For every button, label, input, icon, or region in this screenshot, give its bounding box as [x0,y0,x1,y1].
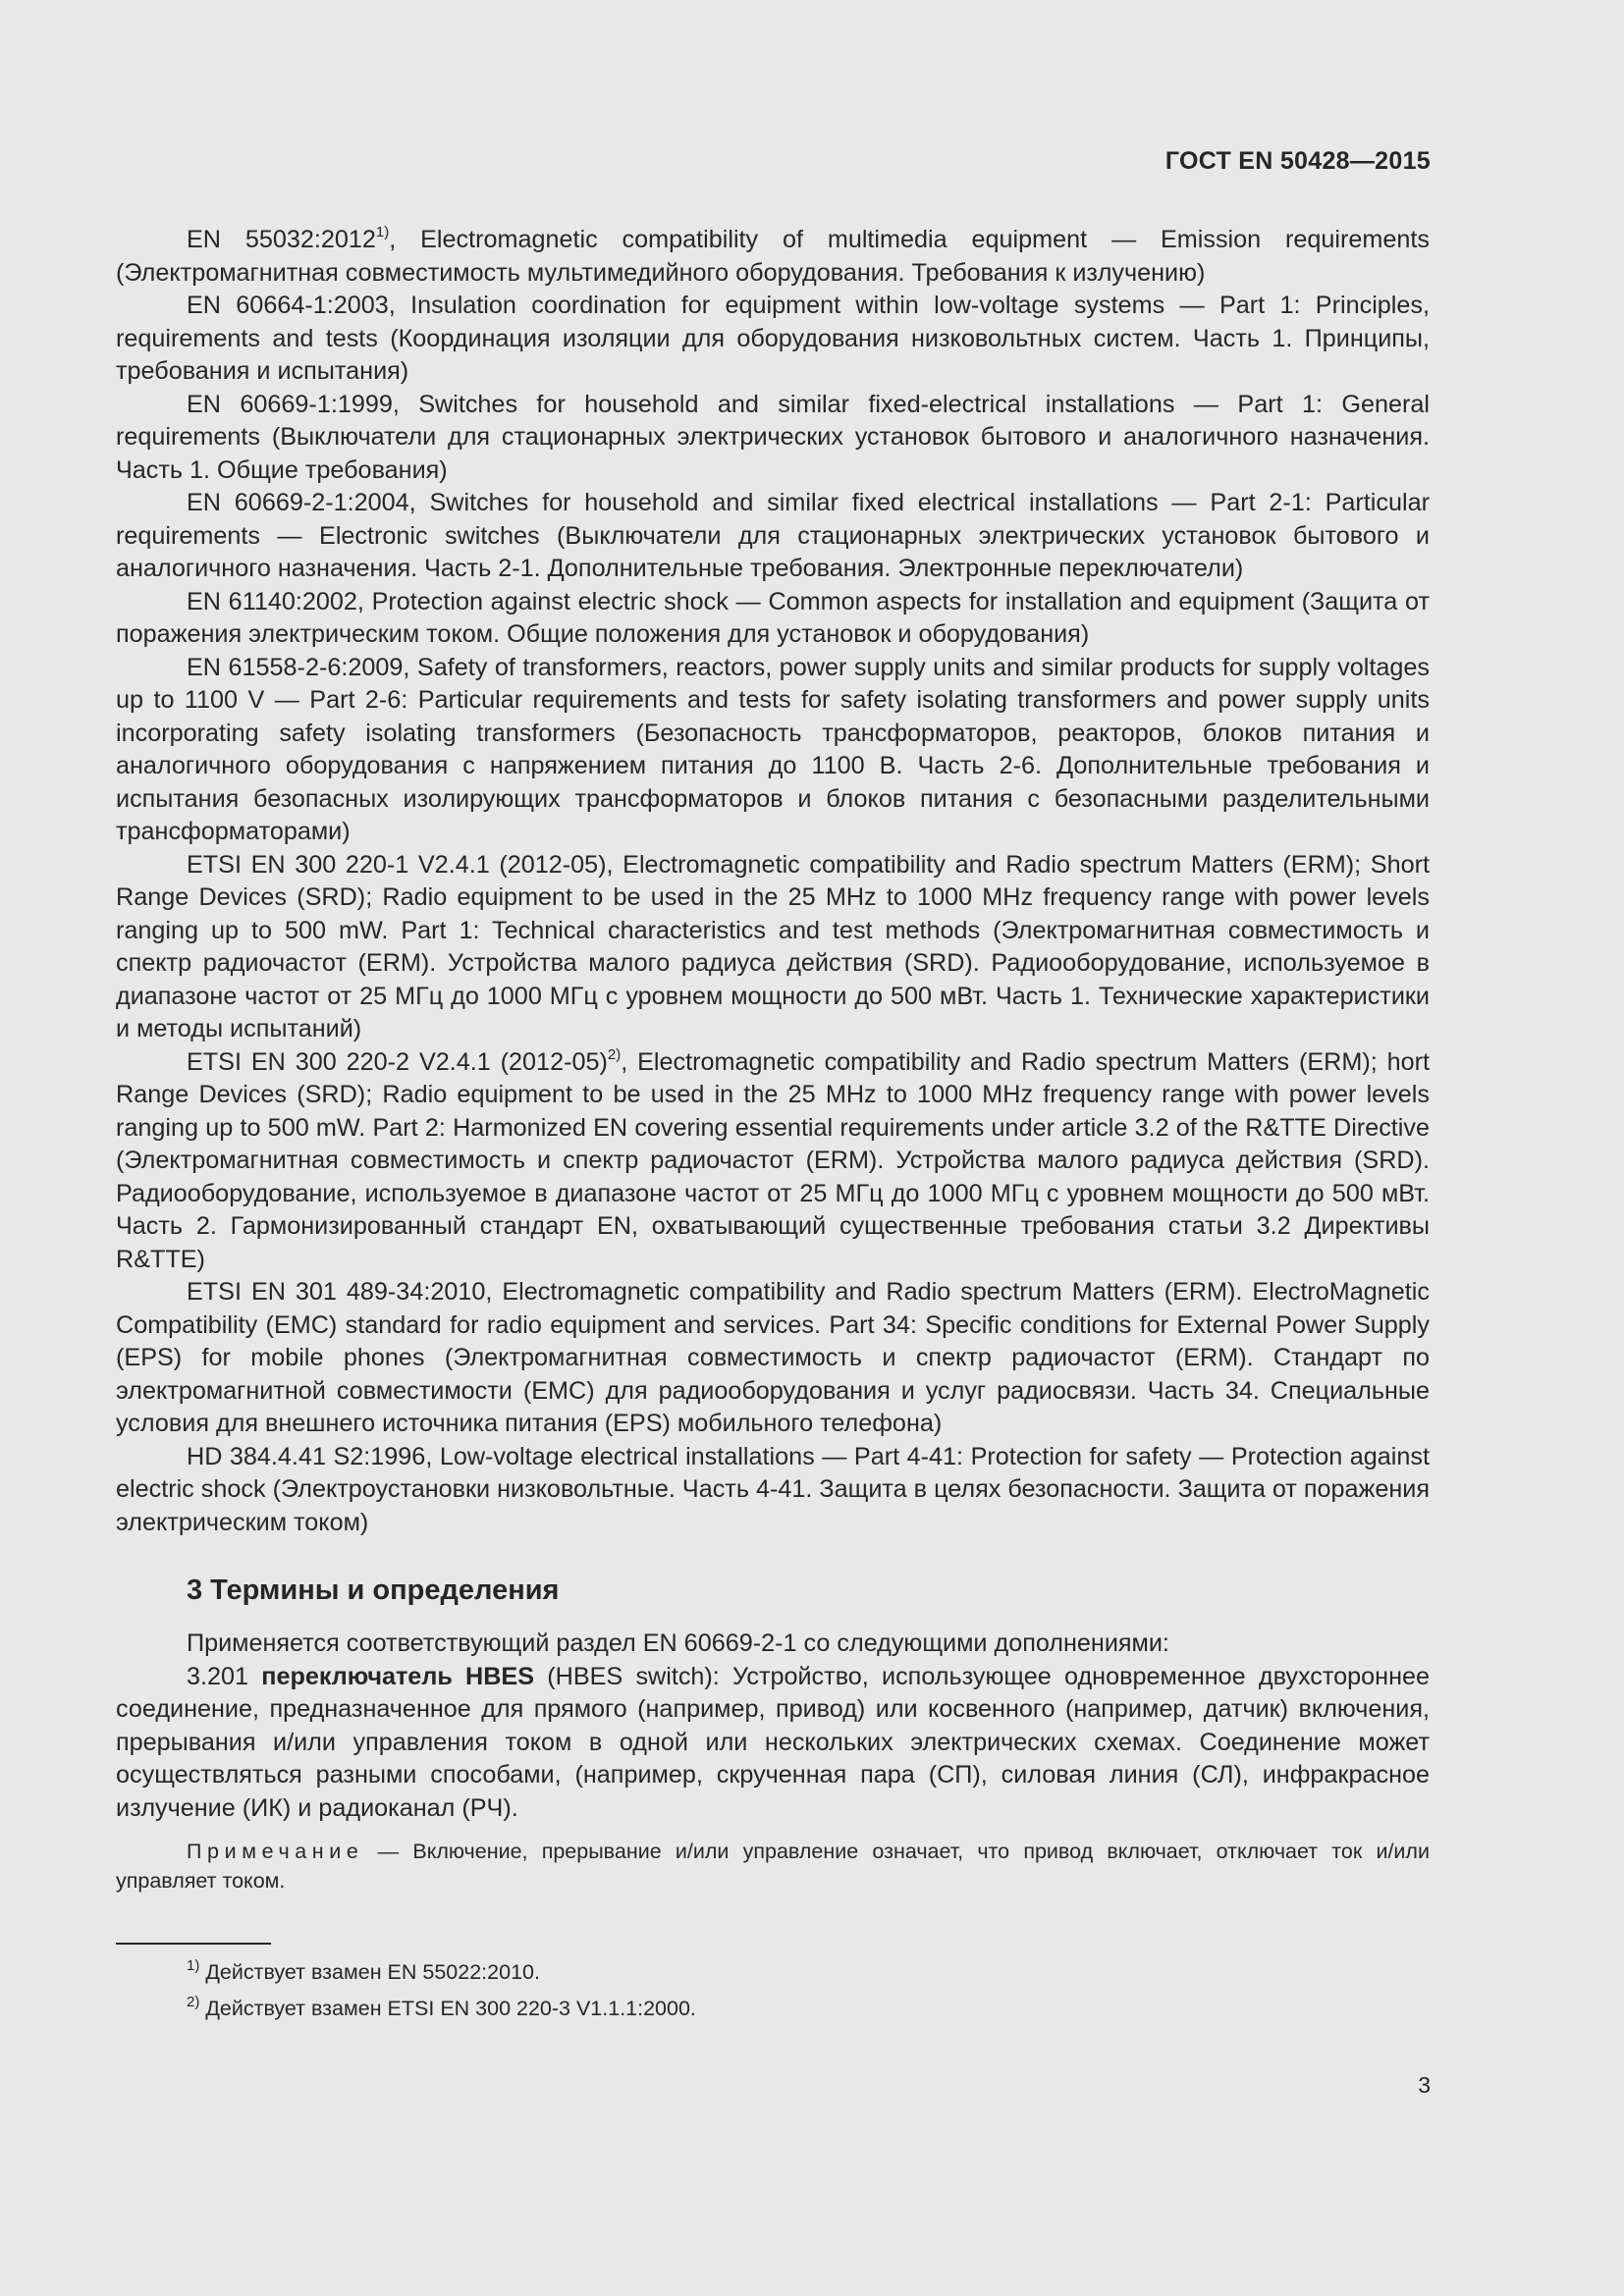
normative-references-list [116,224,1430,1539]
reference-code: EN 55032:2012 [187,226,376,253]
footnote-mark: 1) [187,1957,200,1974]
note-label: Примечание [187,1840,364,1863]
reference-code: EN 60669-2-1:2004 [187,489,409,516]
reference-text: , Low-voltage electrical installations — Part 4-41: Protection for safety — Protection against electric shock (Электроустановки низковольтные. Часть 4-41. Защита в целях безопасности. Защита от поражения электрическим током) [116,1442,1430,1536]
term-definition [116,1661,1430,1826]
footnote-mark: 1) [375,224,390,240]
reference-code: ETSI EN 301 489-34:2010 [187,1278,486,1306]
footnote-mark: 2) [607,1045,622,1063]
term-name: переключатель HBES [261,1662,535,1690]
footnote-item [187,1954,1430,1991]
reference-item [116,290,1430,389]
reference-text: , Switches for household and similar fixed-electrical installations — Part 1: General requirements (Выключатели для стационарных электрических установок бытового и аналогичного назначения. Часть 1. Общие требования) [116,390,1430,484]
reference-item [116,1046,1430,1277]
reference-text: , Protection against electric shock — Common aspects for installation and equipment (Защита от поражения электрическим током. Общие положения для установок и оборудования) [116,587,1430,648]
reference-item [116,1276,1430,1441]
note [116,1837,1430,1896]
footnote-mark: 2) [187,1994,200,2010]
reference-text: , Electromagnetic compatibility and Radio spectrum Matters (ERM). ElectroMagnetic Compatibility (EMC) standard for radio equipment and services. Part 34: Specific conditions for External Power Supply (EPS) for mobile phones (Электромагнитная совместимость и спектр радиочастот (ERM). Стандарт по электромагнитной совместимости (ЕМС) для радиооборудования и услуг радиосвязи. Часть 34. Специальные условия для внешнего источника питания (EPS) мобильного телефона) [116,1278,1430,1437]
reference-text: , Insulation coordination for equipment within low-voltage systems — Part 1: Principles, requirements and tests (Координация изоляции для оборудования низковольтных систем. Часть 1. Принципы, требования и испытания) [116,292,1430,385]
page-number: 3 [1418,2072,1431,2098]
page-content [116,224,1430,2027]
reference-text: , Electromagnetic compatibility and Radio spectrum Matters (ERM); hort Range Devices (SRD); Radio equipment to be used in the 25 MHz to 1000 MHz frequency range with power levels ranging up to 500 mW. Part 2: Harmonized EN covering essential requirements under article 3.2 of the R&TTE Directive (Электромагнитная совместимость и спектр радиочастот (ERM). Устройства малого радиуса действия (SRD). Радиооборудование, используемое в диапазоне частот от 25 МГц до 1000 МГц с уровнем мощности до 500 мВт. Часть 2. Гармонизированный стандарт EN, охватывающий существенные требования статьи 3.2 Директивы R&TTE) [116,1047,1430,1273]
section-intro: Применяется соответствующий раздел EN 60669-2-1 со следующими дополнениями: [187,1629,1169,1657]
footnotes [116,1954,1430,2027]
reference-code: EN 61558-2-6:2009 [187,653,404,681]
document-header: ГОСТ EN 50428—2015 [1164,147,1431,175]
footnote-text: Действует взамен ETSI EN 300 220-3 V1.1.1:2000. [205,1997,696,2020]
reference-item [116,389,1430,488]
reference-text: , Safety of transformers, reactors, power supply units and similar products for supply voltages up to 1100 V — Part 2-6: Particular requirements and tests for safety isolating transformers and power supply units incorporating safety isolating transformers (Безопасность трансформаторов, реакторов, блоков питания и аналогичного оборудования с напряжением питания до 1100 В. Часть 2-6. Дополнительные требования и испытания безопасных изолирующих трансформаторов и блоков питания с безопасными разделительными трансформаторами) [116,653,1430,845]
term-text: (HBES switch): Устройство, использующее одновременное двухстороннее соединение, предназначенное для прямого (например, привод) или косвенного (например, датчик) включения, прерывания и/или управления током в одной или нескольких электрических схемах. Соединение может осуществляться разными способами, (например, скрученная пара (СП), силовая линия (СЛ), инфракрасное излучение (ИК) и радиоканал (РЧ). [116,1662,1431,1822]
footnote-item [187,1991,1430,2027]
footnote-divider [116,1943,271,1945]
reference-item [116,1441,1430,1540]
reference-text: , Electromagnetic compatibility of multimedia equipment — Emission requirements (Электромагнитная совместимость мультимедийного оборудования. Требования к излучению) [116,226,1431,287]
reference-text: , Electromagnetic compatibility and Radio spectrum Matters (ERM); Short Range Devices (SRD); Radio equipment to be used in the 25 MHz to 1000 MHz frequency range with power levels ranging up to 500 mW. Part 1: Technical characteristics and test methods (Электромагнитная совместимость и спектр радиочастот (ERM). Устройства малого радиуса действия (SRD). Радиооборудование, используемое в диапазоне частот от 25 МГц до 1000 МГц с уровнем мощности до 500 мВт. Часть 1. Технические характеристики и методы испытаний) [116,850,1430,1042]
reference-text: , Switches for household and similar fixed electrical installations — Part 2-1: Particular requirements — Electronic switches (Выключатели для стационарных электрических установок бытового и аналогичного назначения. Часть 2-1. Дополнительные требования. Электронные переключатели) [116,489,1430,582]
reference-code: EN 60669-1:1999 [187,390,393,418]
term-number: 3.201 [187,1662,249,1690]
reference-item [116,652,1430,849]
reference-code: EN 60664-1:2003 [187,292,389,319]
section-heading: 3 Термины и определения [187,1575,560,1606]
reference-code: EN 61140:2002 [187,587,357,615]
reference-item [116,224,1430,290]
reference-code: HD 384.4.41 S2:1996 [187,1442,426,1470]
footnote-text: Действует взамен EN 55022:2010. [205,1960,540,1984]
reference-item [116,586,1430,652]
reference-item [116,849,1430,1046]
reference-code: ETSI EN 300 220-2 V2.4.1 (2012-05) [187,1047,608,1076]
reference-code: ETSI EN 300 220-1 V2.4.1 (2012-05) [187,850,607,879]
reference-item [116,487,1430,586]
note-text: — Включение, прерывание и/или управление означает, что привод включает, отключает ток и/или управляет током. [116,1840,1430,1893]
